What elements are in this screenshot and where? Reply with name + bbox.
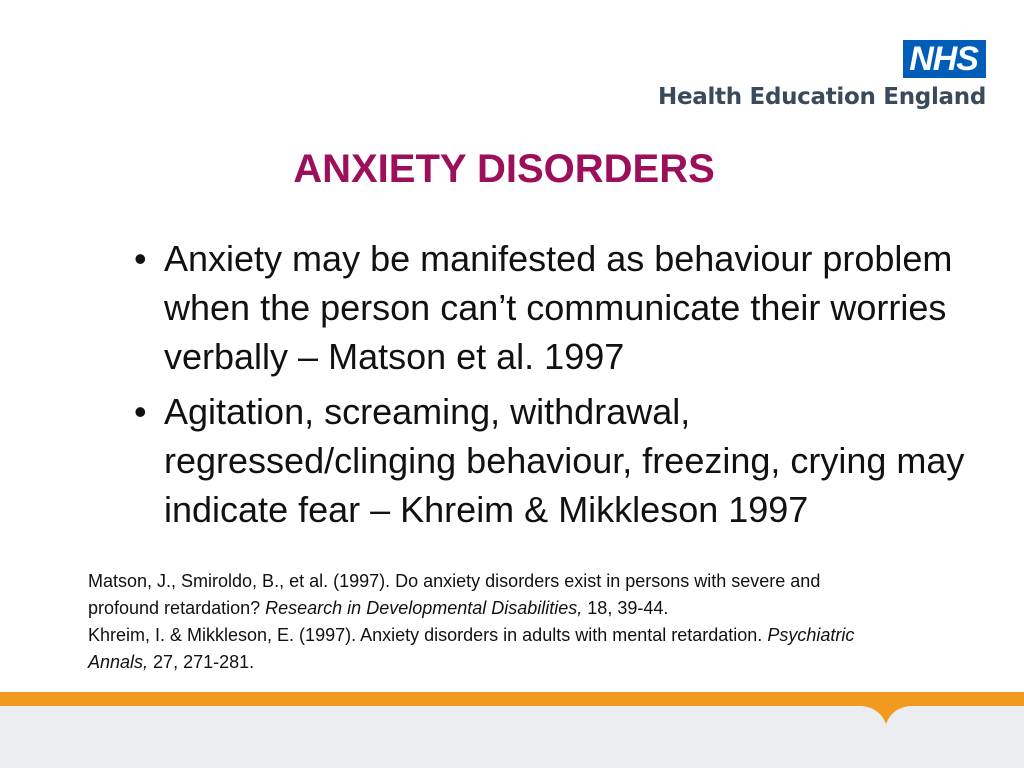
- reference-text: Khreim, I. & Mikkleson, E. (1997). Anxiety disorders in adults with mental retardation.: [88, 625, 768, 645]
- reference-text: Matson, J., Smiroldo, B., et al. (1997). Do anxiety disorders exist in persons with severe and profound retardation?: [88, 571, 821, 618]
- reference-item: [88, 622, 888, 676]
- bullet-text: Agitation, screaming, withdrawal, regressed/clinging behaviour, freezing, crying may indicate fear – Khreim & Mikkleson 1997: [164, 391, 965, 530]
- reference-journal: Research in Developmental Disabilities,: [265, 598, 583, 618]
- reference-details: 27, 271-281.: [148, 652, 255, 672]
- bullet-dot-icon: •: [134, 391, 147, 432]
- bullet-item: [128, 387, 978, 534]
- reference-journal: Psychiatric Annals,: [88, 625, 855, 672]
- nhs-hee-logo: [658, 40, 986, 110]
- reference-item: [88, 568, 888, 622]
- reference-details: 18, 39-44.: [582, 598, 669, 618]
- bullet-list: [128, 234, 978, 540]
- bullet-text: Anxiety may be manifested as behaviour problem when the person can’t communicate their worries verbally – Matson et al. 1997: [164, 238, 953, 377]
- org-name: Health Education England: [658, 84, 986, 110]
- footer-notch-icon: [862, 704, 910, 726]
- nhs-badge: NHS: [903, 40, 986, 78]
- bullet-dot-icon: •: [134, 238, 147, 279]
- bullet-item: [128, 234, 978, 381]
- references: [88, 568, 888, 676]
- slide-title: ANXIETY DISORDERS: [293, 147, 715, 191]
